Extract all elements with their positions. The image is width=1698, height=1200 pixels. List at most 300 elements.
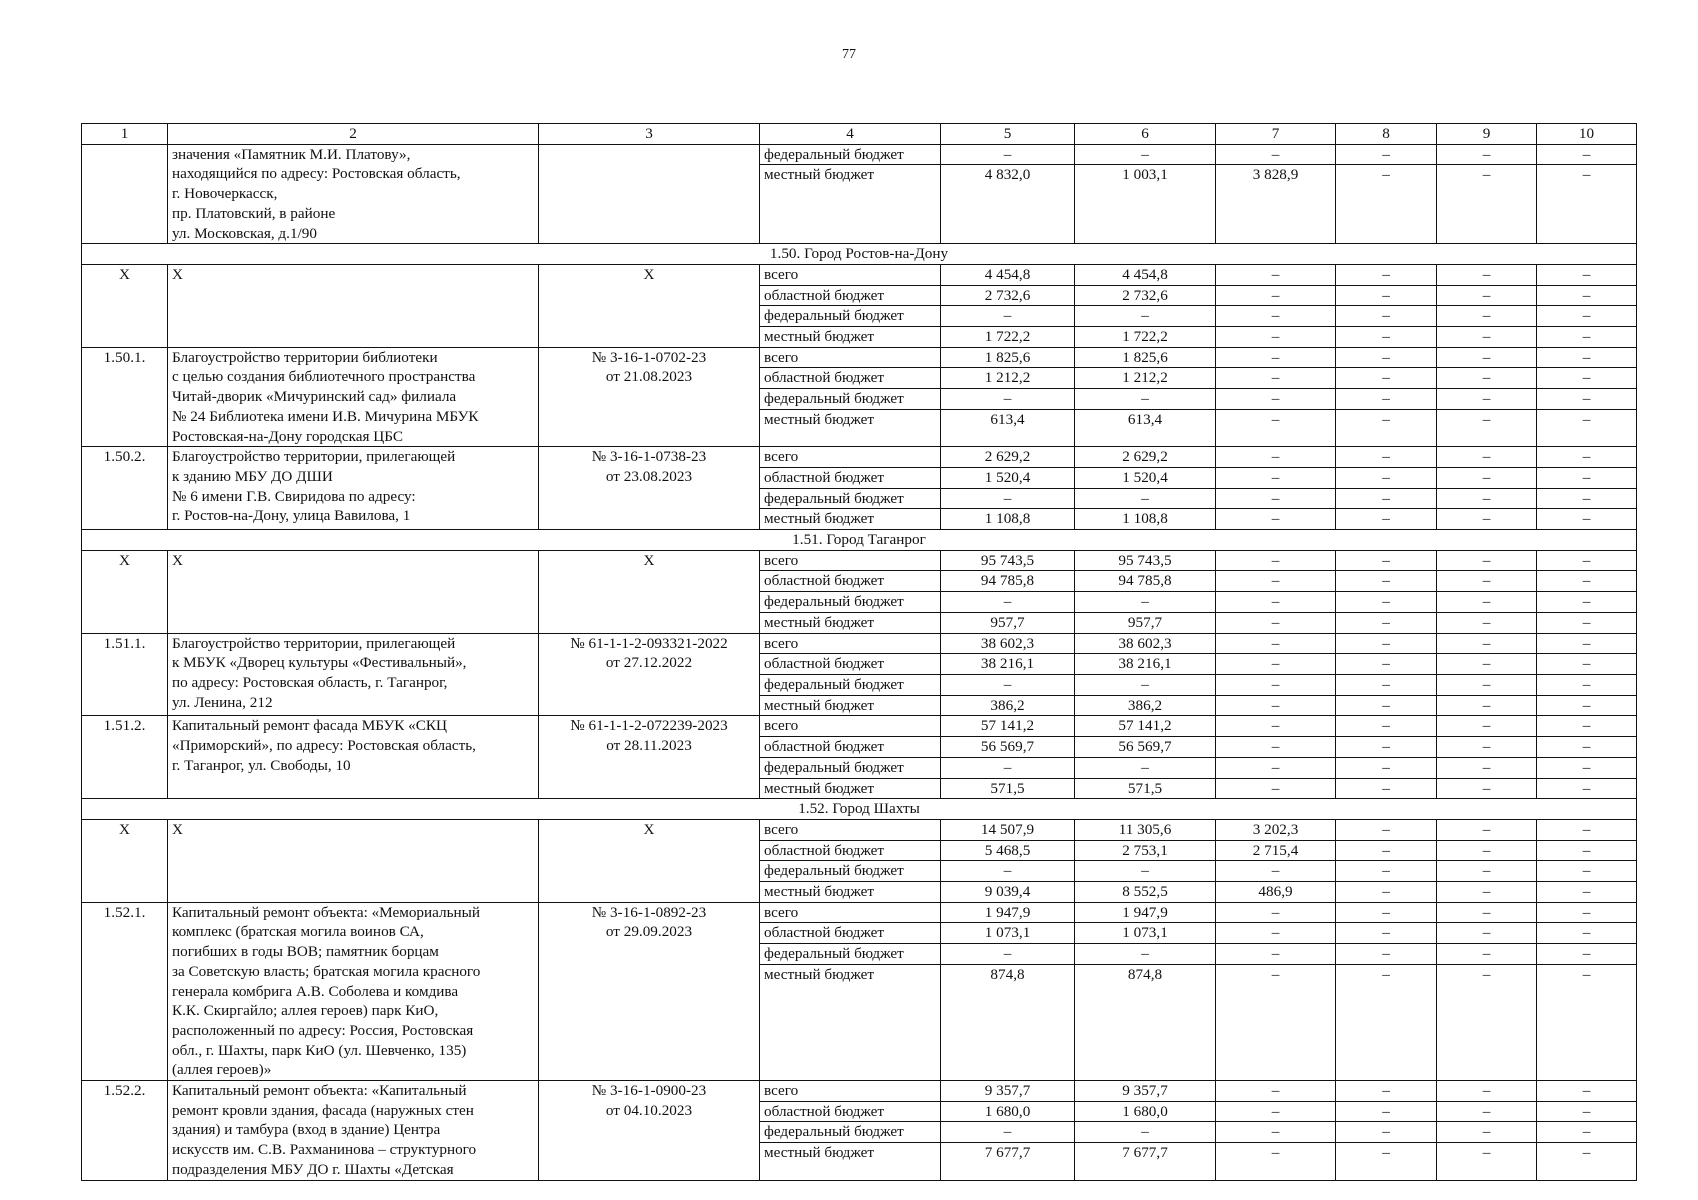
item-number: X <box>82 550 168 633</box>
amount-cell: – <box>941 861 1075 882</box>
amount-cell: – <box>1537 550 1637 571</box>
amount-cell: – <box>1216 550 1336 571</box>
item-document-line: от 23.08.2023 <box>605 467 693 485</box>
amount-cell: – <box>1437 612 1537 633</box>
amount-cell: 1 825,6 <box>941 347 1075 368</box>
item-document-line: № 61-1-1-2-093321-2022 <box>570 634 728 652</box>
amount-cell: – <box>1537 447 1637 468</box>
amount-cell: – <box>1075 488 1216 509</box>
table-row <box>82 1081 1637 1102</box>
amount-cell: – <box>1437 368 1537 389</box>
funding-source: федеральный бюджет <box>760 861 941 882</box>
amount-cell: – <box>1216 964 1336 1080</box>
amount-cell: – <box>1537 571 1637 592</box>
item-document-line: № 3-16-1-0892-23 <box>591 903 707 921</box>
amount-cell: – <box>1537 633 1637 654</box>
amount-cell: – <box>1537 488 1637 509</box>
section-title: 1.52. Город Шахты <box>82 799 1637 820</box>
item-number: X <box>82 819 168 902</box>
amount-cell: – <box>1336 509 1437 530</box>
amount-cell: – <box>1336 695 1437 716</box>
amount-cell: – <box>1437 389 1537 410</box>
amount-cell: – <box>1437 165 1537 244</box>
funding-source: федеральный бюджет <box>760 1122 941 1143</box>
amount-cell: – <box>1216 409 1336 446</box>
amount-cell: – <box>1336 550 1437 571</box>
amount-cell: – <box>1216 347 1336 368</box>
amount-cell: 1 680,0 <box>1075 1101 1216 1122</box>
amount-cell: 571,5 <box>1075 778 1216 799</box>
amount-cell: 1 947,9 <box>1075 902 1216 923</box>
amount-cell: – <box>1216 509 1336 530</box>
item-name-line: находящийся по адресу: Ростовская область, <box>172 165 461 183</box>
item-document <box>539 264 760 347</box>
column-header: 8 <box>1336 124 1437 145</box>
table-row <box>82 447 1637 468</box>
amount-cell: – <box>1336 347 1437 368</box>
section-row <box>82 530 1637 551</box>
amount-cell: – <box>1437 964 1537 1080</box>
amount-cell: 94 785,8 <box>941 571 1075 592</box>
amount-cell: – <box>1336 674 1437 695</box>
amount-cell: 4 454,8 <box>941 264 1075 285</box>
amount-cell: – <box>1336 144 1437 165</box>
section-row <box>82 799 1637 820</box>
amount-cell: 9 357,7 <box>941 1081 1075 1102</box>
amount-cell: – <box>1336 757 1437 778</box>
amount-cell: 2 732,6 <box>1075 285 1216 306</box>
item-name-line: г. Таганрог, ул. Свободы, 10 <box>172 756 351 774</box>
amount-cell: 94 785,8 <box>1075 571 1216 592</box>
amount-cell: – <box>1437 778 1537 799</box>
amount-cell: – <box>1336 264 1437 285</box>
item-name <box>168 144 539 244</box>
amount-cell: – <box>1216 1122 1336 1143</box>
table-row <box>82 633 1637 654</box>
funding-source: всего <box>760 633 941 654</box>
item-name-line: № 24 Библиотека имени И.В. Мичурина МБУК <box>172 407 479 425</box>
amount-cell: – <box>1437 409 1537 446</box>
amount-cell: – <box>1075 757 1216 778</box>
funding-source: местный бюджет <box>760 695 941 716</box>
amount-cell: 95 743,5 <box>941 550 1075 571</box>
item-name-line: Благоустройство территории, прилегающей <box>172 448 456 466</box>
item-name-line: пр. Платовский, в районе <box>172 204 336 222</box>
amount-cell: – <box>1437 633 1537 654</box>
amount-cell: 57 141,2 <box>941 716 1075 737</box>
amount-cell: – <box>1216 757 1336 778</box>
amount-cell: 3 202,3 <box>1216 819 1336 840</box>
amount-cell: 8 552,5 <box>1075 882 1216 903</box>
amount-cell: – <box>1437 144 1537 165</box>
amount-cell: 7 677,7 <box>941 1143 1075 1180</box>
amount-cell: – <box>1216 695 1336 716</box>
funding-source: областной бюджет <box>760 840 941 861</box>
amount-cell: 38 216,1 <box>941 654 1075 675</box>
amount-cell: 1 825,6 <box>1075 347 1216 368</box>
item-name <box>168 347 539 447</box>
amount-cell: – <box>941 944 1075 965</box>
item-document-line: от 29.09.2023 <box>605 923 693 941</box>
funding-source: всего <box>760 902 941 923</box>
amount-cell: 1 520,4 <box>1075 467 1216 488</box>
amount-cell: – <box>1216 737 1336 758</box>
amount-cell: – <box>1437 509 1537 530</box>
item-name-line: X <box>172 551 183 569</box>
amount-cell: – <box>1537 902 1637 923</box>
funding-source: местный бюджет <box>760 509 941 530</box>
item-name-line: г. Новочеркасск, <box>172 185 278 203</box>
amount-cell: – <box>1075 592 1216 613</box>
funding-source: всего <box>760 347 941 368</box>
amount-cell: – <box>1216 1143 1336 1180</box>
amount-cell: – <box>1216 674 1336 695</box>
amount-cell: 56 569,7 <box>941 737 1075 758</box>
amount-cell: 95 743,5 <box>1075 550 1216 571</box>
funding-source: местный бюджет <box>760 165 941 244</box>
amount-cell: – <box>1336 165 1437 244</box>
amount-cell: – <box>1437 571 1537 592</box>
amount-cell: – <box>1075 389 1216 410</box>
amount-cell: – <box>1075 1122 1216 1143</box>
funding-source: областной бюджет <box>760 654 941 675</box>
item-name-line: расположенный по адресу: Россия, Ростовская <box>172 1021 474 1039</box>
amount-cell: – <box>1437 861 1537 882</box>
amount-cell: – <box>1216 944 1336 965</box>
amount-cell: – <box>1216 778 1336 799</box>
amount-cell: – <box>1437 944 1537 965</box>
amount-cell: – <box>1437 285 1537 306</box>
amount-cell: 11 305,6 <box>1075 819 1216 840</box>
funding-source: местный бюджет <box>760 964 941 1080</box>
amount-cell: – <box>1336 467 1437 488</box>
funding-source: всего <box>760 1081 941 1102</box>
amount-cell: – <box>1216 571 1336 592</box>
item-name <box>168 550 539 633</box>
amount-cell: 874,8 <box>1075 964 1216 1080</box>
amount-cell: 3 828,9 <box>1216 165 1336 244</box>
column-header: 9 <box>1437 124 1537 145</box>
amount-cell: – <box>1216 633 1336 654</box>
amount-cell: – <box>1336 902 1437 923</box>
amount-cell: – <box>1336 592 1437 613</box>
funding-source: областной бюджет <box>760 1101 941 1122</box>
funding-source: местный бюджет <box>760 327 941 348</box>
amount-cell: 486,9 <box>1216 882 1336 903</box>
amount-cell: – <box>1537 467 1637 488</box>
table-row <box>82 144 1637 165</box>
item-document-line: № 3-16-1-0738-23 <box>591 448 707 466</box>
amount-cell: 613,4 <box>1075 409 1216 446</box>
item-name <box>168 1081 539 1181</box>
amount-cell: – <box>1336 447 1437 468</box>
amount-cell: – <box>1437 716 1537 737</box>
amount-cell: – <box>1216 923 1336 944</box>
item-document-line: от 27.12.2022 <box>605 654 693 672</box>
amount-cell: – <box>1216 285 1336 306</box>
amount-cell: 5 468,5 <box>941 840 1075 861</box>
amount-cell: – <box>1336 737 1437 758</box>
amount-cell: – <box>1216 1101 1336 1122</box>
amount-cell: – <box>1437 695 1537 716</box>
amount-cell: – <box>1437 923 1537 944</box>
item-name-line: X <box>172 265 183 283</box>
amount-cell: – <box>1216 861 1336 882</box>
amount-cell: – <box>1537 327 1637 348</box>
amount-cell: – <box>1336 488 1437 509</box>
amount-cell: – <box>1537 674 1637 695</box>
table-row <box>82 550 1637 571</box>
amount-cell: – <box>1336 882 1437 903</box>
amount-cell: – <box>1216 467 1336 488</box>
amount-cell: – <box>1537 654 1637 675</box>
funding-source: федеральный бюджет <box>760 944 941 965</box>
item-document-line: от 28.11.2023 <box>606 737 692 755</box>
table-row <box>82 347 1637 368</box>
funding-source: местный бюджет <box>760 612 941 633</box>
item-document-line: № 61-1-1-2-072239-2023 <box>570 717 728 735</box>
amount-cell: – <box>1437 819 1537 840</box>
funding-source: областной бюджет <box>760 467 941 488</box>
amount-cell: – <box>1075 144 1216 165</box>
amount-cell: – <box>1216 1081 1336 1102</box>
column-header: 2 <box>168 124 539 145</box>
amount-cell: – <box>1216 592 1336 613</box>
item-name-line: № 6 имени Г.В. Свиридова по адресу: <box>172 487 416 505</box>
amount-cell: – <box>1336 389 1437 410</box>
amount-cell: – <box>1437 674 1537 695</box>
item-document <box>539 447 760 530</box>
amount-cell: – <box>1537 612 1637 633</box>
item-document-line: X <box>643 265 655 283</box>
table-row <box>82 716 1637 737</box>
amount-cell: – <box>1437 550 1537 571</box>
amount-cell: – <box>941 488 1075 509</box>
item-document-line: № 3-16-1-0900-23 <box>591 1082 707 1100</box>
amount-cell: 1 073,1 <box>941 923 1075 944</box>
amount-cell: – <box>1336 368 1437 389</box>
amount-cell: – <box>1437 1101 1537 1122</box>
amount-cell: – <box>1537 819 1637 840</box>
amount-cell: – <box>1437 840 1537 861</box>
item-name <box>168 902 539 1080</box>
amount-cell: – <box>1437 882 1537 903</box>
item-name-line: «Приморский», по адресу: Ростовская область, <box>172 737 476 755</box>
funding-source: местный бюджет <box>760 778 941 799</box>
item-document <box>539 902 760 1080</box>
amount-cell: – <box>1336 1143 1437 1180</box>
amount-cell: – <box>1537 165 1637 244</box>
amount-cell: – <box>1537 944 1637 965</box>
funding-source: местный бюджет <box>760 882 941 903</box>
amount-cell: 2 629,2 <box>1075 447 1216 468</box>
amount-cell: – <box>1437 1122 1537 1143</box>
amount-cell: 1 722,2 <box>941 327 1075 348</box>
item-name-line: ремонт кровли здания, фасада (наружных стен <box>172 1101 474 1119</box>
item-document-line: X <box>643 551 655 569</box>
amount-cell: 9 357,7 <box>1075 1081 1216 1102</box>
amount-cell: – <box>1336 923 1437 944</box>
column-header: 10 <box>1537 124 1637 145</box>
amount-cell: – <box>1437 327 1537 348</box>
item-name-line: ул. Ленина, 212 <box>172 693 273 711</box>
item-name-line: значения «Памятник М.И. Платову», <box>172 145 411 163</box>
amount-cell: – <box>1437 488 1537 509</box>
item-document <box>539 550 760 633</box>
amount-cell: – <box>941 306 1075 327</box>
item-document <box>539 819 760 902</box>
amount-cell: – <box>1216 902 1336 923</box>
amount-cell: – <box>1075 861 1216 882</box>
item-name-line: ул. Московская, д.1/90 <box>172 224 317 242</box>
amount-cell: – <box>1216 612 1336 633</box>
item-name-line: X <box>172 820 183 838</box>
amount-cell: – <box>1537 1081 1637 1102</box>
item-name <box>168 633 539 716</box>
amount-cell: 1 108,8 <box>941 509 1075 530</box>
amount-cell: – <box>1336 633 1437 654</box>
amount-cell: – <box>1537 923 1637 944</box>
item-name-line: генерала комбрига А.В. Соболева и комдива <box>172 982 459 1000</box>
column-header: 4 <box>760 124 941 145</box>
funding-source: областной бюджет <box>760 571 941 592</box>
amount-cell: 38 602,3 <box>941 633 1075 654</box>
item-document <box>539 1081 760 1181</box>
item-name-line: обл., г. Шахты, парк КиО (ул. Шевченко, 135) <box>172 1041 467 1059</box>
amount-cell: – <box>1336 840 1437 861</box>
amount-cell: 2 732,6 <box>941 285 1075 306</box>
item-name-line: Благоустройство территории библиотеки <box>172 348 438 366</box>
amount-cell: – <box>1437 306 1537 327</box>
funding-source: всего <box>760 550 941 571</box>
amount-cell: – <box>941 144 1075 165</box>
amount-cell: – <box>1437 467 1537 488</box>
funding-source: местный бюджет <box>760 409 941 446</box>
amount-cell: – <box>1336 327 1437 348</box>
amount-cell: – <box>1216 654 1336 675</box>
amount-cell: – <box>1537 264 1637 285</box>
amount-cell: 957,7 <box>1075 612 1216 633</box>
amount-cell: – <box>1075 306 1216 327</box>
amount-cell: – <box>1216 488 1336 509</box>
amount-cell: – <box>1437 1081 1537 1102</box>
amount-cell: 2 715,4 <box>1216 840 1336 861</box>
item-document <box>539 347 760 447</box>
amount-cell: – <box>1336 964 1437 1080</box>
amount-cell: – <box>1216 327 1336 348</box>
item-number <box>82 144 168 244</box>
item-name-line: погибших в годы ВОВ; памятник борцам <box>172 943 439 961</box>
item-name-line: подразделения МБУ ДО г. Шахты «Детская <box>172 1160 454 1178</box>
amount-cell: 14 507,9 <box>941 819 1075 840</box>
amount-cell: – <box>1537 144 1637 165</box>
amount-cell: 386,2 <box>1075 695 1216 716</box>
section-title: 1.50. Город Ростов-на-Дону <box>82 244 1637 265</box>
item-document-line: № 3-16-1-0702-23 <box>591 348 707 366</box>
item-name-line: с целью создания библиотечного пространства <box>172 368 476 386</box>
item-number: 1.52.2. <box>82 1081 168 1181</box>
item-name-line: Капитальный ремонт объекта: «Мемориальный <box>172 903 480 921</box>
amount-cell: – <box>1336 778 1437 799</box>
item-name-line: по адресу: Ростовская область, г. Таганрог, <box>172 673 448 691</box>
funding-source: областной бюджет <box>760 368 941 389</box>
budget-table <box>81 123 1637 1181</box>
funding-source: всего <box>760 264 941 285</box>
amount-cell: 874,8 <box>941 964 1075 1080</box>
amount-cell: – <box>1336 654 1437 675</box>
item-number: 1.50.2. <box>82 447 168 530</box>
amount-cell: – <box>1336 612 1437 633</box>
item-name <box>168 447 539 530</box>
item-name-line: искусств им. С.В. Рахманинова – структурного <box>172 1141 477 1159</box>
amount-cell: 7 677,7 <box>1075 1143 1216 1180</box>
column-header: 6 <box>1075 124 1216 145</box>
amount-cell: – <box>1437 592 1537 613</box>
item-name-line: (аллея героев)» <box>172 1061 272 1079</box>
item-document-line: от 04.10.2023 <box>605 1101 693 1119</box>
amount-cell: 2 629,2 <box>941 447 1075 468</box>
amount-cell: – <box>1537 409 1637 446</box>
funding-source: федеральный бюджет <box>760 389 941 410</box>
amount-cell: 57 141,2 <box>1075 716 1216 737</box>
item-name-line: К.К. Скиргайло; аллея героев) парк КиО, <box>172 1002 439 1020</box>
item-name <box>168 264 539 347</box>
amount-cell: – <box>1537 368 1637 389</box>
amount-cell: – <box>1537 1101 1637 1122</box>
amount-cell: – <box>1537 737 1637 758</box>
amount-cell: 613,4 <box>941 409 1075 446</box>
funding-source: федеральный бюджет <box>760 757 941 778</box>
amount-cell: – <box>1336 1081 1437 1102</box>
item-number: 1.52.1. <box>82 902 168 1080</box>
column-number-row <box>82 124 1637 145</box>
amount-cell: – <box>1537 861 1637 882</box>
funding-source: всего <box>760 819 941 840</box>
amount-cell: – <box>1537 347 1637 368</box>
amount-cell: – <box>1075 944 1216 965</box>
amount-cell: – <box>1537 757 1637 778</box>
amount-cell: 1 003,1 <box>1075 165 1216 244</box>
item-name-line: Капитальный ремонт фасада МБУК «СКЦ <box>172 717 447 735</box>
amount-cell: – <box>1216 389 1336 410</box>
funding-source: местный бюджет <box>760 1143 941 1180</box>
item-number: 1.51.2. <box>82 716 168 799</box>
amount-cell: – <box>1437 264 1537 285</box>
item-name-line: Капитальный ремонт объекта: «Капитальный <box>172 1082 467 1100</box>
amount-cell: – <box>1437 757 1537 778</box>
item-name-line: к МБУК «Дворец культуры «Фестивальный», <box>172 654 467 672</box>
amount-cell: – <box>1216 306 1336 327</box>
amount-cell: – <box>1336 944 1437 965</box>
amount-cell: – <box>1336 819 1437 840</box>
section-title: 1.51. Город Таганрог <box>82 530 1637 551</box>
amount-cell: – <box>1537 778 1637 799</box>
amount-cell: 2 753,1 <box>1075 840 1216 861</box>
amount-cell: – <box>1437 654 1537 675</box>
amount-cell: – <box>1537 840 1637 861</box>
item-name-line: за Советскую власть; братская могила красного <box>172 962 481 980</box>
amount-cell: – <box>1537 716 1637 737</box>
section-row <box>82 244 1637 265</box>
amount-cell: – <box>1216 447 1336 468</box>
amount-cell: – <box>1437 902 1537 923</box>
item-name-line: комплекс (братская могила воинов СА, <box>172 923 424 941</box>
amount-cell: – <box>1537 882 1637 903</box>
table-row <box>82 264 1637 285</box>
amount-cell: – <box>941 389 1075 410</box>
amount-cell: 1 212,2 <box>941 368 1075 389</box>
amount-cell: – <box>1437 1143 1537 1180</box>
